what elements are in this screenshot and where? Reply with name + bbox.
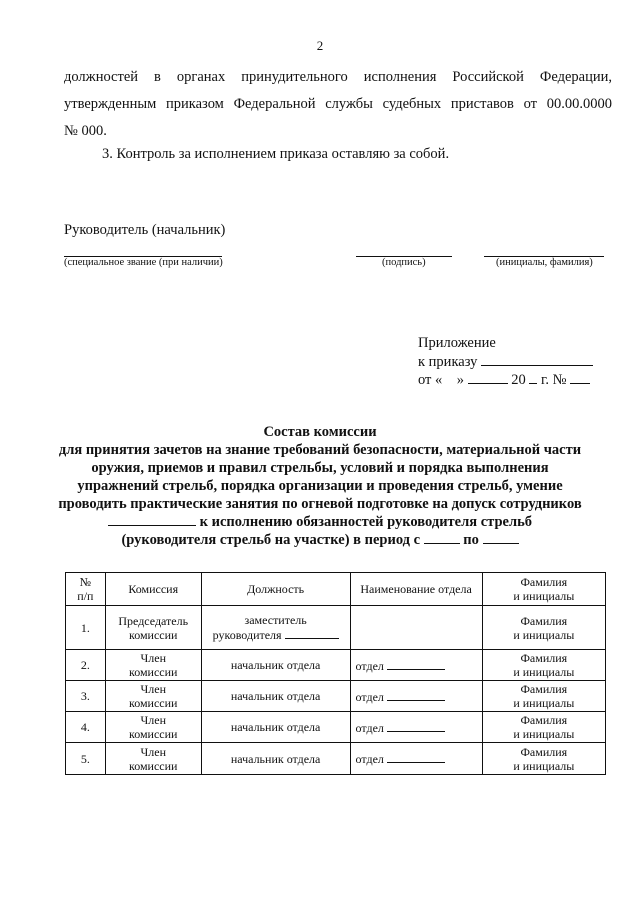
department-blank: [387, 751, 445, 763]
title-line-1: Состав комиссии: [263, 424, 377, 440]
order-blank: [481, 353, 593, 366]
row-department: [350, 606, 482, 650]
department-blank: [387, 658, 445, 670]
row-department: отдел: [350, 712, 482, 743]
title-line-6-text: к исполнению обязанностей руководителя стрельб: [199, 514, 533, 530]
year-blank: [529, 371, 537, 384]
title-line-4: упражнений стрельб, порядка организации и проведения стрельб, умение: [77, 478, 563, 494]
row-num: 1.: [66, 606, 106, 650]
row-name: Фамилия и инициалы: [482, 743, 605, 775]
paragraph-line-3: № 000.: [64, 123, 107, 139]
title-line-7: [40, 531, 600, 549]
row-department: отдел: [350, 650, 482, 681]
header-num: № п/п: [66, 573, 106, 606]
appendix-order-ref: [418, 353, 593, 372]
date-prefix: от «: [418, 372, 443, 388]
row-position: начальник отдела: [201, 743, 350, 775]
employees-blank: [108, 513, 196, 526]
table-row: [66, 743, 606, 775]
period-to-blank: [483, 531, 519, 544]
row-num: 4.: [66, 712, 106, 743]
paragraph-line-2: утвержденным приказом Федеральной службы судебных приставов от 00.00.0000: [64, 96, 612, 112]
title-line-5: проводить практические занятия по огневой подготовке на допуск сотрудников: [58, 496, 582, 512]
month-blank: [468, 371, 508, 384]
order-paragraph-continuation: [64, 64, 612, 145]
header-department: Наименование отдела: [350, 573, 482, 606]
row-role: Председатель комиссии: [105, 606, 201, 650]
title-line-6: [40, 513, 600, 531]
header-commission: Комиссия: [105, 573, 201, 606]
period-prefix: (руководителя стрельб на участке) в период с: [121, 532, 421, 548]
row-position: начальник отдела: [201, 712, 350, 743]
row-num: 2.: [66, 650, 106, 681]
name-caption: (инициалы, фамилия): [496, 257, 593, 268]
date-quote-close: »: [456, 372, 465, 388]
table-row: [66, 650, 606, 681]
row-name: Фамилия и инициалы: [482, 712, 605, 743]
commission-title: [40, 423, 600, 549]
row-num: 5.: [66, 743, 106, 775]
row-position: начальник отдела: [201, 650, 350, 681]
appendix-block: [418, 334, 593, 390]
period-from-blank: [424, 531, 460, 544]
table-row: [66, 606, 606, 650]
head-title-label: Руководитель (начальник): [64, 222, 226, 238]
order-paragraph-3: 3. Контроль за исполнением приказа оставляю за собой.: [102, 146, 450, 162]
row-position: начальник отдела: [201, 681, 350, 712]
row-position: заместитель руководителя: [201, 606, 350, 650]
table-row: [66, 712, 606, 743]
row-role: Член комиссии: [105, 681, 201, 712]
appendix-date-line: [418, 371, 593, 390]
row-department: отдел: [350, 681, 482, 712]
rank-caption: (специальное звание (при наличии): [64, 257, 223, 268]
period-to-label: по: [463, 532, 479, 548]
header-name: Фамилия и инициалы: [482, 573, 605, 606]
row-name: Фамилия и инициалы: [482, 681, 605, 712]
commission-table: [65, 572, 606, 775]
row-role: Член комиссии: [105, 743, 201, 775]
year-number-label: г. №: [541, 372, 567, 388]
table-row: [66, 681, 606, 712]
header-position: Должность: [201, 573, 350, 606]
department-blank: [387, 689, 445, 701]
page-number: 2: [316, 38, 324, 53]
row-num: 3.: [66, 681, 106, 712]
appendix-order-prefix: к приказу: [418, 353, 478, 370]
row-department: отдел: [350, 743, 482, 775]
position-blank: [285, 627, 339, 639]
row-name: Фамилия и инициалы: [482, 606, 605, 650]
title-line-3: оружия, приемов и правил стрельбы, условий и порядка выполнения: [91, 460, 549, 476]
row-role: Член комиссии: [105, 650, 201, 681]
number-blank: [570, 371, 590, 384]
department-blank: [387, 720, 445, 732]
paragraph-line-1: должностей в органах принудительного исполнения Российской Федерации,: [64, 69, 612, 85]
signature-caption: (подпись): [382, 257, 426, 268]
table-header-row: [66, 573, 606, 606]
row-role: Член комиссии: [105, 712, 201, 743]
title-line-2: для принятия зачетов на знание требований безопасности, материальной части: [58, 442, 582, 458]
row-name: Фамилия и инициалы: [482, 650, 605, 681]
appendix-label: Приложение: [418, 335, 496, 351]
year-prefix: 20: [511, 372, 526, 388]
